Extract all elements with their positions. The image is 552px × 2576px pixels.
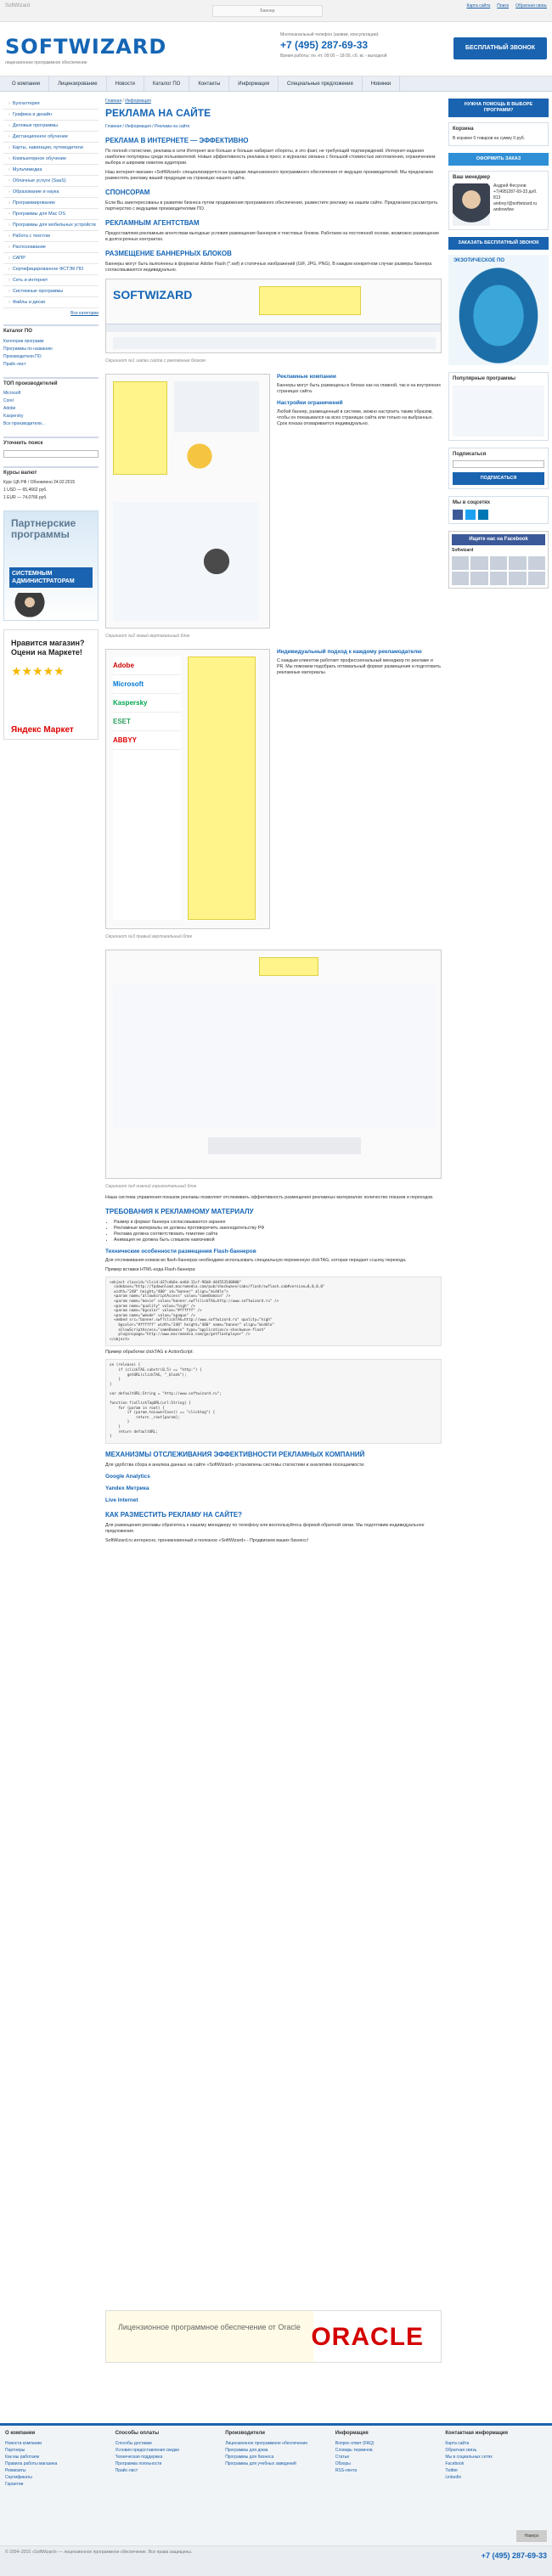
vendor-link[interactable]: Kaspersky <box>3 414 24 420</box>
sidebar-search-input[interactable] <box>3 450 99 458</box>
checkout-button[interactable]: ОФОРМИТЬ ЗАКАЗ <box>448 153 549 166</box>
section-title: РЕКЛАМА В ИНТЕРНЕТЕ — ЭФФЕКТИВНО <box>105 136 249 144</box>
screenshot-caption: Скриншот №4 нижний горизонтальный блок <box>105 1184 197 1190</box>
footer-column <box>335 2431 437 2488</box>
oracle-banner-text: Лицензионное программное обеспечение от Oracle <box>118 2323 301 2331</box>
nav-item-catalog[interactable]: Каталог ПО <box>144 76 189 91</box>
code-block-actionscript: on (release) { if (clickTAG.substr(0,5) == "http:") { getURL(clickTAG, "_blank"); } } var defaultURL:String = "http://www.softwizard.ru"; function fixClickTagURL(url:String) { for (param in root) { if (param.toLowerCase() == "clicktag") { return _root[param]; } } return defaultURL; } <box>105 1359 442 1444</box>
top-links <box>466 3 547 8</box>
category-item[interactable]: › Системные программы <box>3 286 99 297</box>
category-item[interactable]: › Программирование <box>3 198 99 209</box>
subsection-title: Настройки ограничений <box>277 399 343 406</box>
catalog-title: Каталог ПО <box>3 329 32 335</box>
ad-block-highlight <box>259 957 318 976</box>
category-item[interactable]: › Мультимедиа <box>3 165 99 176</box>
requirements-list <box>114 1220 442 1243</box>
admin-photo <box>13 593 47 620</box>
footer-link[interactable]: Программы для дома <box>225 2447 268 2453</box>
breadcrumb-info[interactable]: Информация <box>125 99 151 104</box>
footer-link[interactable]: Facebook <box>445 2460 465 2466</box>
manager-box <box>448 171 549 231</box>
code-title: Пример вставки HTML-кода Flash-баннера: <box>105 1266 196 1272</box>
footer-link[interactable]: RSS-лента <box>335 2467 358 2473</box>
help-choose-button[interactable]: НУЖНА ПОМОЩЬ В ВЫБОРЕ ПРОГРАММ? <box>448 99 549 117</box>
category-item[interactable]: › Компьютерное обучение <box>3 154 99 165</box>
scroll-top-button[interactable]: Наверх <box>516 2530 547 2542</box>
footer-link[interactable]: Статьи <box>335 2454 349 2460</box>
currency-line: 1 EUR — 74,0766 руб. <box>3 495 48 501</box>
nav-item-licensing[interactable]: Лицензирование <box>49 76 107 91</box>
right-sidebar <box>448 99 549 595</box>
main-nav <box>0 76 552 92</box>
vendors-box <box>3 377 99 429</box>
footer-link[interactable]: Способы доставки <box>115 2440 152 2446</box>
paragraph: Баннеры могут быть размещены в блоках как на главной, так и на внутренних страницах сайта. <box>277 382 441 394</box>
linkedin-icon[interactable] <box>478 510 488 520</box>
partners-banner-sub: СИСТЕМНЫМ АДМИНИСТРАТОРАМ <box>9 567 93 588</box>
social-title: Мы в соцсетях <box>453 500 491 506</box>
exotic-banner-title: ЭКЗОТИЧЕСКОЕ ПО <box>453 258 505 263</box>
nav-item-about[interactable]: О компании <box>3 76 49 91</box>
paragraph: SoftWizard.ru интересно, проникновенный и полезное «SoftWizard» - Продвигаем ваших бизнесс! <box>105 1538 309 1544</box>
market-banner[interactable] <box>3 629 99 740</box>
paragraph: Любой баннер, размещенный в системе, можно настроить таким образом, чтобы он показывался на всех страницах сайта или только на выбранных. Срок показа оговаривается индивидуально. <box>277 409 433 426</box>
mock-icon <box>191 536 242 587</box>
catalog-link[interactable]: Категории программ <box>3 338 44 344</box>
vendor-link[interactable]: Все производители... <box>3 421 46 427</box>
manager-skype[interactable]: andrewfsw <box>493 207 514 212</box>
footer-link[interactable]: Словарь терминов <box>335 2447 373 2453</box>
oracle-banner[interactable] <box>105 2310 442 2363</box>
top-brand[interactable]: SoftWizard <box>5 3 31 8</box>
page-title: РЕКЛАМА НА САЙТЕ <box>105 107 211 120</box>
catalog-link[interactable]: Программы по названию <box>3 346 53 352</box>
list-item: • Анимация не должна быть слишком навязчивой <box>114 1237 442 1243</box>
section-title: СПОНСОРАМ <box>105 188 150 196</box>
logo-word: SOFTWIZARD <box>5 35 167 59</box>
copyright: © 2004–2015 «SoftWizard» — лицензионное программное обеспечение. Все права защищены. <box>5 2550 193 2555</box>
footer-link[interactable]: Twitter <box>445 2467 459 2473</box>
left-sidebar <box>3 99 99 740</box>
screenshot-header[interactable] <box>105 279 442 353</box>
subscribe-box <box>448 448 549 490</box>
work-hours: Время работы: пн.-пт. 09:00 – 18:00, сб, вс - выходной <box>280 54 387 59</box>
subsection-title: Технические особенности размещения Flash-баннеров <box>105 1248 256 1254</box>
footer-column-title: Контактная информация <box>445 2431 508 2436</box>
mock-nav <box>106 324 441 332</box>
category-item[interactable]: › САПР <box>3 253 99 264</box>
footer-link[interactable]: Программа лояльности <box>115 2460 162 2466</box>
mock-payment-logos <box>208 1137 361 1154</box>
manager-mail[interactable]: andrey.f@softwizard.ru <box>493 201 538 206</box>
footer-link[interactable]: Как мы работаем <box>5 2454 40 2460</box>
cart-status: В корзине 0 товаров на сумму 0 руб. <box>453 135 526 141</box>
header-contacts <box>280 32 450 59</box>
screenshot-left-block[interactable] <box>105 374 270 628</box>
manager-name: Андрей Фесунов <box>493 183 527 189</box>
phone-label: Многоканальный телефон (заявки, консультации): <box>280 32 380 37</box>
section-title: РАЗМЕЩЕНИЕ БАННЕРНЫХ БЛОКОВ <box>105 249 232 257</box>
twitter-icon[interactable] <box>465 510 476 520</box>
category-item[interactable]: › Дистанционное обучение <box>3 132 99 143</box>
currency-line: Курс ЦБ РФ / Обновлено 24.02.2015 <box>3 480 76 486</box>
paragraph: Наш интернет-магазин «SoftWizard» специализируется на продаже лицензионного программного обеспечения от ведущих производителей. Мы предлагаем разместить рекламу вашей продукции на страницах нашего сайта. <box>105 169 433 181</box>
footer-columns <box>0 2426 552 2493</box>
category-item[interactable]: › Файлы и диски <box>3 297 99 308</box>
vendor-link[interactable]: Corel <box>3 398 14 404</box>
breadcrumb-home[interactable]: Главная <box>105 99 122 104</box>
site-logo[interactable] <box>5 34 166 65</box>
top-link-search[interactable]: Поиск <box>497 3 510 8</box>
footer-link[interactable]: Обзоры <box>335 2460 351 2466</box>
popular-list[interactable] <box>453 386 544 437</box>
category-item[interactable]: › Распознавание <box>3 242 99 253</box>
all-categories-link[interactable]: Все категории <box>70 311 99 316</box>
footer-link[interactable]: Правила работы магазина <box>5 2460 58 2466</box>
logo-tagline: лицензионное программное обеспечение <box>5 60 87 65</box>
currency-title: Курсы валют <box>3 470 37 476</box>
partners-banner-title: Партнерские программы <box>11 517 76 541</box>
mock-logo: SOFTWIZARD <box>113 287 193 302</box>
section-title: МЕХАНИЗМЫ ОТСЛЕЖИВАНИЯ ЭФФЕКТИВНОСТИ РЕКЛАМНЫХ КОМПАНИЙ <box>105 1450 365 1458</box>
nav-item-news[interactable]: Новости <box>107 76 144 91</box>
category-item[interactable]: › Карты, навигация, путеводители <box>3 143 99 154</box>
facebook-icon[interactable] <box>453 510 463 520</box>
code-title: Пример обработки clickTAG в ActionScript: <box>105 1350 194 1356</box>
screenshot-footer[interactable] <box>105 950 442 1179</box>
section-title: КАК РАЗМЕСТИТЬ РЕКЛАМУ НА САЙТЕ? <box>105 1511 243 1519</box>
footer-phone[interactable]: +7 (495) 287-69-33 <box>481 2551 547 2560</box>
analytics-google: Google Analytics <box>105 1473 150 1480</box>
paragraph: Для отслеживания кликов во flash-баннерах необходимо использовать специальную переменную clickTAG, которая передает ссылку перехода. <box>105 1257 407 1263</box>
footer-column-title: О компании <box>5 2431 36 2436</box>
sub-breadcrumb[interactable]: Главная / Информация / Реклама на сайте <box>105 124 190 130</box>
paragraph: Для удобства сбора и анализа данных на сайте «SoftWizard» установлены системы статистики и аналитики посещаемости. <box>105 1462 365 1468</box>
vendor-link[interactable]: Microsoft <box>3 391 21 397</box>
category-item[interactable]: › Деловые программы <box>3 121 99 132</box>
ad-block-highlight <box>188 657 256 920</box>
manager-avatar <box>453 183 490 226</box>
footer-link[interactable]: Программы для учебных заведений <box>225 2460 296 2466</box>
screenshot-caption: Скриншот №3 правый вертикальный блок <box>105 934 192 939</box>
breadcrumb: Главная / Информация <box>105 99 151 104</box>
list-item: • Размер и формат баннера согласовываются заранее <box>114 1220 442 1226</box>
manager-phone: +7(495)287-69-33 доб. 813 <box>493 189 538 200</box>
social-icons <box>453 510 544 520</box>
screenshot-caption: Скриншот №2 левый вертикальный блок <box>105 633 190 639</box>
top-link-feedback[interactable]: Обратная связь <box>515 3 547 8</box>
section-title: РЕКЛАМНЫМ АГЕНТСТВАМ <box>105 218 200 227</box>
footer-link[interactable]: Реквизиты <box>5 2467 26 2473</box>
list-item: • Реклама должна соответствовать тематике сайта <box>114 1232 442 1237</box>
market-banner-title: Нравится магазин? Оцени на Маркете! <box>11 639 85 657</box>
footer-link[interactable]: Сертификаты <box>5 2474 32 2480</box>
facebook-faces <box>452 556 545 585</box>
mock-content <box>113 337 436 349</box>
footer-column <box>5 2431 107 2488</box>
facebook-widget <box>448 531 549 589</box>
screenshot-caption: Скриншот №1 шапки сайта с рекламным блоком <box>105 358 206 364</box>
paragraph: Предоставляем рекламным агентствам выгодные условия размещения баннеров и текстовых блоков. Работаем на постоянной основе, возможно размещение в долгосрочных контрактах. <box>105 230 440 242</box>
footer-bottom <box>0 2545 552 2576</box>
paragraph: Если Вы заинтересованы в развитии бизнеса путем продвижения программного обеспечения, разместите рекламу на нашем сайте. Предлагаем рассмотреть партнерство с ведущими производителями ПО. <box>105 200 438 211</box>
header <box>0 22 552 76</box>
content-wrap <box>0 92 552 2423</box>
footer-link[interactable]: LinkedIn <box>445 2474 462 2480</box>
top-banner[interactable]: Баннер <box>212 5 323 17</box>
cart-title: Корзина <box>453 127 474 132</box>
subscribe-button[interactable]: ПОДПИСАТЬСЯ <box>453 472 544 485</box>
paragraph: С каждым клиентом работает профессиональный менеджер по рекламе и PR. Мы поможем подобрать оптимальный формат размещения и подготовить рекламные материалы. <box>277 658 442 676</box>
top-strip <box>0 0 552 22</box>
category-item[interactable]: › Бухгалтерия <box>3 99 99 110</box>
footer-link[interactable]: Условия предоставления скидки <box>115 2447 179 2453</box>
popular-title: Популярные программы <box>453 376 516 381</box>
mock-icon <box>174 439 225 473</box>
footer-link[interactable]: Программы для бизнеса <box>225 2454 274 2460</box>
footer <box>0 2423 552 2576</box>
order-call-button[interactable]: ЗАКАЗАТЬ БЕСПЛАТНЫЙ ЗВОНОК <box>448 237 549 250</box>
footer-column <box>225 2431 327 2488</box>
social-box <box>448 496 549 524</box>
search-title: Уточнить поиск <box>3 441 43 447</box>
analytics-liveinternet: Live Internet <box>105 1497 138 1504</box>
mock-footer-links <box>113 984 436 1129</box>
currency-box <box>3 466 99 503</box>
footer-link[interactable]: Техническая поддержка <box>115 2454 163 2460</box>
header-phone[interactable]: +7 (495) 287-69-33 <box>280 39 369 52</box>
search-box <box>3 437 99 458</box>
exotic-software-banner[interactable] <box>448 255 549 365</box>
footer-column <box>115 2431 217 2488</box>
category-item[interactable]: › Облачные услуги (SaaS) <box>3 176 99 187</box>
rating-stars-icon: ★★★★★ <box>11 664 65 679</box>
nav-item-special[interactable]: Специальные предложения <box>279 76 363 91</box>
category-item[interactable]: › Сеть и интернет <box>3 275 99 286</box>
footer-link[interactable]: Партнеры <box>5 2447 25 2453</box>
category-item[interactable]: › Графика и дизайн <box>3 110 99 121</box>
section-title: ТРЕБОВАНИЯ К РЕКЛАМНОМУ МАТЕРИАЛУ <box>105 1207 254 1215</box>
oracle-logo: ORACLE <box>311 2323 424 2351</box>
footer-column-title: Способы оплаты <box>115 2431 160 2436</box>
footer-link[interactable]: Гарантии <box>5 2481 24 2487</box>
mock-content <box>174 381 259 432</box>
category-item[interactable]: › Образование и наука <box>3 187 99 198</box>
currency-line: 1 USD — 65,4662 руб. <box>3 488 48 493</box>
catalog-link[interactable]: Производители ПО <box>3 353 42 359</box>
footer-link[interactable]: Обратная связь <box>445 2447 477 2453</box>
nav-item-contacts[interactable]: Контакты <box>189 76 229 91</box>
analytics-yandex: Yandex Метрика <box>105 1485 149 1491</box>
vendors-title: ТОП производителей <box>3 380 58 386</box>
footer-link[interactable]: Новости компании <box>5 2440 42 2446</box>
subscribe-email-input[interactable] <box>453 460 544 468</box>
category-item[interactable]: › Программы для Mac OS <box>3 209 99 220</box>
paragraph: Наша система управления показом рекламы позволяет отслеживать эффективность размещения рекламных материалов: количество показов и переходов. <box>105 1194 434 1200</box>
ad-block-highlight <box>259 286 361 315</box>
category-item[interactable]: › Программы для мобильных устройств <box>3 220 99 231</box>
list-item: • Рекламные материалы не должны противоречить законодательству РФ <box>114 1226 442 1232</box>
facebook-page-name[interactable]: Softwizard <box>452 548 474 554</box>
footer-link[interactable]: Карта сайта <box>445 2440 470 2446</box>
popular-box <box>448 372 549 441</box>
facebook-header[interactable]: Ищите нас на Facebook <box>452 534 545 546</box>
mock-vendor-list: Adobe Microsoft Kaspersky ESET ABBYY <box>113 657 181 920</box>
top-link-sitemap[interactable]: Карта сайта <box>466 3 491 8</box>
cart-box <box>448 122 549 146</box>
code-block-html: <object classid="clsid:d27cdb6e-ae6d-11cf-96b8-444553540000" codebase="http://fpdownload.macromedia.com/pub/shockwave/cabs/flash/swflash.cab#version=8,0,0,0" width="240" height="400" id="banner" align="middle"> <param name="allowScriptAccess" value="sameDomain" /> <param name="movie" value="banner.swf?clickTAG=http://www.softwizard.ru" /> <param name="quality" value="high" /> <param name="bgcolor" value="#ffffff" /> <param name="wmode" value="opaque" /> <embed src="banner.swf?clickTAG=http://www.softwizard.ru" quality="high" bgcolor="#ffffff" width="240" height="400" name="banner" align="middle" allowScriptAccess="sameDomain" type="application/x-shockwave-flash" pluginspage="http://www.macromedia.com/go/getflashplayer" /> </object> <box>105 1277 442 1347</box>
subsection-title: Рекламные компании <box>277 373 336 380</box>
category-item[interactable]: › Работа с текстом <box>3 231 99 242</box>
footer-link[interactable]: Вопрос-ответ (FAQ) <box>335 2440 375 2446</box>
manager-title: Ваш менеджер <box>453 174 491 180</box>
paragraph: Для размещения рекламы обратитесь к нашему менеджеру по телефону или воспользуйтесь формой обратной связи. Мы подготовим индивидуальное предложение. <box>105 1523 425 1535</box>
nav-item-new[interactable]: Новинки <box>363 76 401 91</box>
ad-block-highlight <box>113 381 167 475</box>
footer-column-title: Производители <box>225 2431 265 2436</box>
yandex-market-logo: Яндекс Маркет <box>11 725 74 736</box>
footer-link[interactable]: Прайс-лист <box>115 2467 138 2473</box>
screenshot-right-block[interactable] <box>105 649 270 929</box>
catalog-link[interactable]: Прайс-лист <box>3 361 26 367</box>
subsection-title: Индивидуальный подход к каждому рекламодателю <box>277 649 422 655</box>
main-content <box>105 99 442 1547</box>
footer-link[interactable]: Лицензионное программное обеспечение <box>225 2440 308 2446</box>
paragraph: По полной статистике, реклама в сети Интернет все больше и больше набирает обороты, и это факт, не требующий подтверждений. Интернет-издания наиболее популярны среди пользователей. Новые эффективность реклама в пресс и журналах связана с большой стоимостью изготовления, ограничением выбора и широким охватом аудитории. <box>105 148 436 166</box>
section-right-block <box>105 644 442 944</box>
paragraph: Баннеры могут быть выполнены в форматах Adobe Flash (*.swf) и статичных изображений (GIF, JPG, PNG). В каждом конкретном случае размеры баннера согласовываются индивидуально. <box>105 261 432 273</box>
footer-link[interactable]: Мы в социальных сетях <box>445 2454 493 2460</box>
section-left-block <box>105 369 442 644</box>
footer-column-title: Информация <box>335 2431 369 2436</box>
free-call-button[interactable]: БЕСПЛАТНЫЙ ЗВОНОК <box>453 37 547 59</box>
category-menu <box>3 99 99 316</box>
nav-item-info[interactable]: Информация <box>229 76 279 91</box>
partners-banner[interactable] <box>3 510 99 621</box>
subscribe-title: Подписаться <box>453 451 487 457</box>
category-item[interactable]: › Сертифицированное ФСТЭК ПО <box>3 264 99 275</box>
vendor-link[interactable]: Adobe <box>3 406 16 412</box>
footer-column <box>445 2431 547 2488</box>
catalog-box <box>3 324 99 369</box>
